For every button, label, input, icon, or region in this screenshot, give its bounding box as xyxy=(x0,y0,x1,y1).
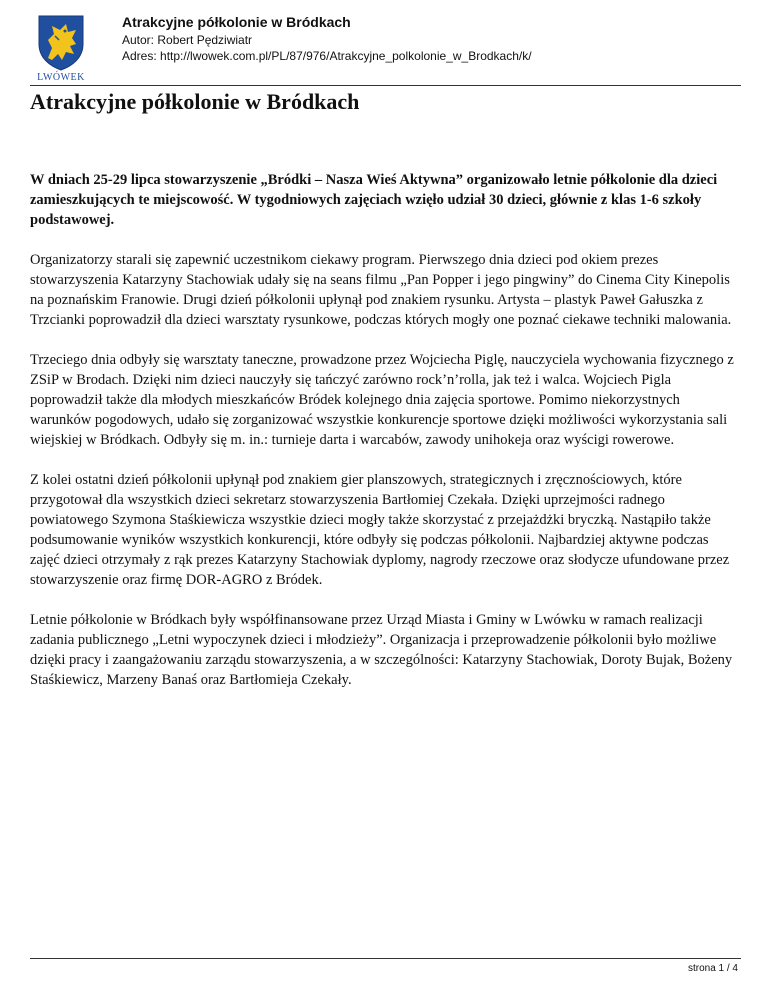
logo-text: LWÓWEK xyxy=(37,72,85,83)
paragraph: Z kolei ostatni dzień półkolonii upłynął pod znakiem gier planszowych, strategicznych i zręcznościowych, które przygotował dla wszystkich dzieci sekretarz stowarzyszenia Bartłomiej Czekała. Dzięki uprzejmości radnego powiatowego Szymona Staśkiewicza wszystkie dzieci mogły także skorzystać z przejażdżki bryczką. Nastąpiło także podsumowanie wyników wszystkich konkurencji, które odbyły się podczas półkolonii. Najbardziej aktywne podczas zajęć dzieci otrzymały z rąk prezes Katarzyny Stachowiak dyplomy, nagrody rzeczowe oraz słodycze ufundowane przez stowarzyszenie oraz firmę DOR-AGRO z Bródek. xyxy=(30,472,730,588)
header-address: Adres: http://lwowek.com.pl/PL/87/976/Atrakcyjne_polkolonie_w_Brodkach/k/ xyxy=(122,49,532,63)
lwowek-coat-of-arms-icon xyxy=(30,14,92,84)
header-divider xyxy=(30,85,741,86)
header-title: Atrakcyjne półkolonie w Bródkach xyxy=(122,14,351,30)
article-body xyxy=(30,170,740,710)
footer-divider xyxy=(30,958,741,959)
page-number: strona 1 / 4 xyxy=(687,963,738,974)
paragraph: Organizatorzy starali się zapewnić uczestnikom ciekawy program. Pierwszego dnia dzieci pod okiem prezes stowarzyszenia Katarzyny Stachowiak udały się na seans filmu „Pan Popper i jego pingwiny” do Cinema City Kinepolis na poznańskim Franowie. Drugi dzień półkolonii upłynął pod znakiem rysunku. Artysta – plastyk Paweł Gałuszka z Trzcianki poprowadził dla dzieci warsztaty rysunkowe, podczas których mogły one poznać ciekawe techniki malowania. xyxy=(30,252,732,328)
paragraph: Trzeciego dnia odbyły się warsztaty taneczne, prowadzone przez Wojciecha Piglę, nauczyciela wychowania fizycznego z ZSiP w Brodach. Dzięki nim dzieci nauczyły się tańczyć zarówno rock’n’rolla, jak też i walca. Wojciech Pigla poprowadził także dla młodych mieszkańców Bródek kolejnego dnia zajęcia sportowe. Pomimo niekorzystnych warunków pogodowych, udało się zorganizować wszystkie konkurencje sportowe dzięki możliwości wykorzystania sali wiejskiej w Bródkach. Odbyły się m. in.: turnieje darta i warcabów, zawody unihokeja oraz wyścigi rowerowe. xyxy=(30,352,734,448)
lead-paragraph: W dniach 25-29 lipca stowarzyszenie „Bródki – Nasza Wieś Aktywna” organizowało letnie półkolonie dla dzieci zamieszkujących te miejscowość. W tygodniowych zajęciach wzięło udział 30 dzieci, głównie z klas 1-6 szkoły podstawowej. xyxy=(30,172,718,228)
paragraph: Letnie półkolonie w Bródkach były współfinansowane przez Urząd Miasta i Gminy w Lwówku w ramach realizacji zadania publicznego „Letni wypoczynek dzieci i młodzieży”. Organizacja i przeprowadzenie półkolonii było możliwe dzięki pracy i zaangażowaniu zarządu stowarzyszenia, a w szczególności: Katarzyny Stachowiak, Doroty Bujak, Bożeny Staśkiewicz, Marzeny Banaś oraz Bartłomieja Czekały. xyxy=(30,612,733,688)
header-author: Autor: Robert Pędziwiatr xyxy=(122,33,253,47)
page-title: Atrakcyjne półkolonie w Bródkach xyxy=(30,89,360,114)
